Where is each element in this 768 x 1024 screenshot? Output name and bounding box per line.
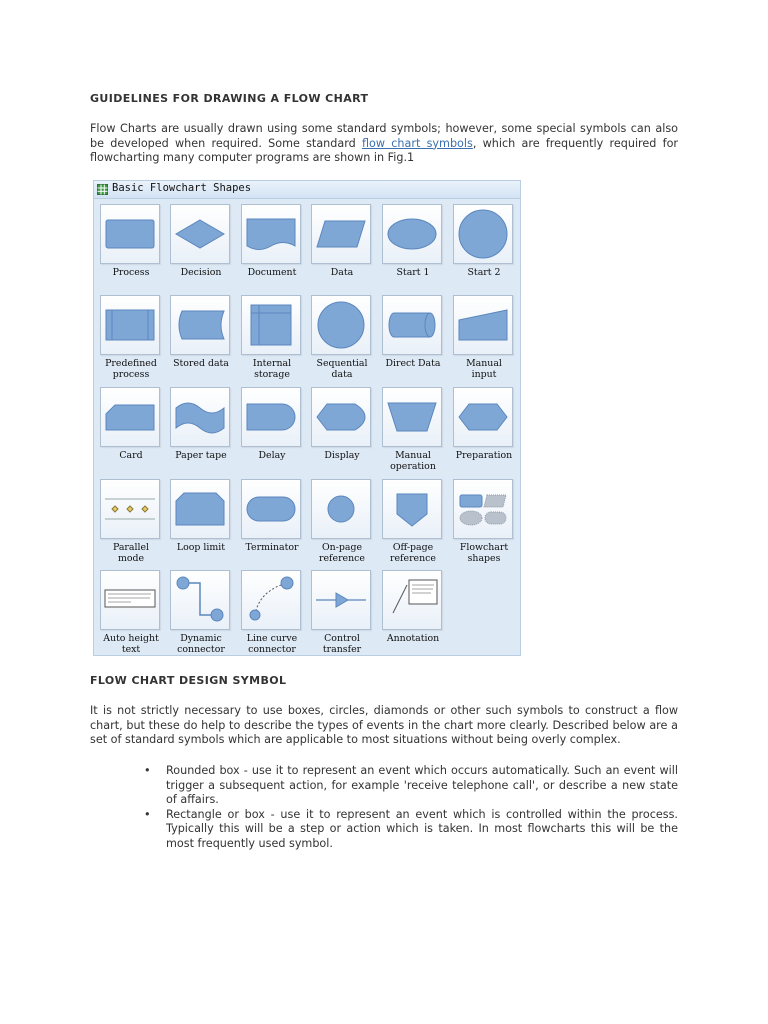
shape-cell[interactable]: [307, 567, 377, 655]
shape-cell[interactable]: [449, 292, 519, 380]
off-page-reference-shape-icon: [383, 480, 441, 538]
parallel-mode-shape-icon: [101, 480, 159, 538]
shape-label: Predefined process: [105, 358, 157, 380]
shape-cell[interactable]: [237, 567, 307, 655]
shape-label: Direct Data: [385, 358, 441, 369]
shape-tile[interactable]: [311, 570, 371, 630]
intro-text-part1: Flow Charts are usually drawn using some standard symbols; however, some special symbols can also be developed when required. Some standard: [90, 122, 678, 150]
shape-cell[interactable]: [166, 476, 236, 564]
shape-tile[interactable]: [100, 204, 160, 264]
figure-title: Basic Flowchart Shapes: [112, 182, 252, 194]
shape-label: Display: [324, 450, 360, 461]
section-heading-design-symbol: FLOW CHART DESIGN SYMBOL: [90, 674, 287, 687]
shape-tile[interactable]: [453, 204, 513, 264]
shape-cell[interactable]: [166, 567, 236, 655]
shape-cell[interactable]: [378, 384, 448, 472]
control-transfer-icon: [312, 571, 370, 629]
shape-label: Stored data: [173, 358, 229, 369]
shape-label: Terminator: [245, 542, 299, 553]
shape-tile[interactable]: [382, 479, 442, 539]
shape-label: Document: [247, 267, 297, 278]
flow-chart-symbols-link[interactable]: flow chart symbols: [361, 136, 473, 150]
shape-cell[interactable]: [96, 567, 166, 655]
shape-cell[interactable]: [237, 384, 307, 472]
start2-shape-icon: [454, 205, 512, 263]
shape-cell[interactable]: [378, 201, 448, 289]
shape-tile[interactable]: [241, 479, 301, 539]
loop-limit-shape-icon: [171, 480, 229, 538]
shape-tile[interactable]: [170, 204, 230, 264]
shape-cell[interactable]: [378, 567, 448, 655]
shape-label: On-page reference: [319, 542, 365, 564]
shape-label: Start 1: [396, 267, 430, 278]
shape-cell[interactable]: [449, 384, 519, 472]
document-shape-icon: [242, 205, 300, 263]
display-shape-icon: [312, 388, 370, 446]
shape-cell[interactable]: [307, 201, 377, 289]
shape-tile[interactable]: [241, 387, 301, 447]
bullet-text: Rounded box - use it to represent an event which occurs automatically. Such an event will trigger a subsequent action, for example 'receive telephone call', or describe a new state of affairs.: [166, 764, 678, 806]
predefined-process-shape-icon: [101, 296, 159, 354]
shape-tile[interactable]: [311, 295, 371, 355]
paper-tape-shape-icon: [171, 388, 229, 446]
shape-cell[interactable]: [449, 201, 519, 289]
delay-shape-icon: [242, 388, 300, 446]
manual-operation-shape-icon: [383, 388, 441, 446]
shape-cell[interactable]: [307, 384, 377, 472]
shape-tile[interactable]: [382, 295, 442, 355]
process-shape-icon: [101, 205, 159, 263]
bullet-item-rectangle: [144, 807, 678, 852]
shape-cell[interactable]: [166, 201, 236, 289]
decision-shape-icon: [171, 205, 229, 263]
manual-input-shape-icon: [454, 296, 512, 354]
figure-title-bar: [94, 181, 520, 199]
design-symbol-paragraph: It is not strictly necessary to use boxes, circles, diamonds or other such symbols to construct a flow chart, but these do help to describe the types of events in the chart more clearly. Described below are a set of standard symbols which are applicable to most situations without being overly complex.: [90, 704, 678, 746]
symbol-bullet-list: [144, 764, 678, 851]
shape-cell[interactable]: [96, 292, 166, 380]
shape-tile[interactable]: [100, 295, 160, 355]
shape-label: Loop limit: [176, 542, 226, 553]
shape-label: Flowchart shapes: [459, 542, 509, 564]
on-page-reference-shape-icon: [312, 480, 370, 538]
shape-label: Auto height text: [103, 633, 159, 655]
section-heading-guidelines: GUIDELINES FOR DRAWING A FLOW CHART: [90, 92, 369, 105]
shape-label: Off-page reference: [390, 542, 436, 564]
shape-label: Line curve connector: [246, 633, 298, 655]
shape-label: Dynamic connector: [177, 633, 225, 655]
shape-cell[interactable]: [237, 201, 307, 289]
shape-cell[interactable]: [307, 476, 377, 564]
shape-label: Paper tape: [175, 450, 227, 461]
shape-tile[interactable]: [170, 479, 230, 539]
shape-label: Data: [330, 267, 354, 278]
shape-tile[interactable]: [170, 570, 230, 630]
intro-text-part2: , which are frequently required for flowcharting many computer programs are shown in Fig.1: [90, 136, 679, 164]
bullet-mark: •: [144, 807, 151, 821]
dynamic-connector-icon: [171, 571, 229, 629]
flowchart-shapes-icon: [454, 480, 512, 538]
shape-label: Decision: [180, 267, 222, 278]
shape-label: Internal storage: [252, 358, 292, 380]
auto-height-text-icon: [101, 571, 159, 629]
shape-tile[interactable]: [311, 387, 371, 447]
shape-tile[interactable]: [453, 295, 513, 355]
direct-data-shape-icon: [383, 296, 441, 354]
preparation-shape-icon: [454, 388, 512, 446]
shape-label: Delay: [258, 450, 286, 461]
shape-label: Annotation: [386, 633, 440, 644]
shape-label: Control transfer: [322, 633, 362, 655]
shape-tile[interactable]: [170, 295, 230, 355]
shape-tile[interactable]: [382, 570, 442, 630]
shape-label: Process: [112, 267, 150, 278]
terminator-shape-icon: [242, 480, 300, 538]
shape-tile[interactable]: [241, 570, 301, 630]
start1-shape-icon: [383, 205, 441, 263]
flowchart-shapes-figure: [93, 180, 521, 656]
shape-tile[interactable]: [100, 387, 160, 447]
shape-tile[interactable]: [453, 479, 513, 539]
shape-cell[interactable]: [449, 476, 519, 564]
shape-label: Start 2: [467, 267, 501, 278]
bullet-text: Rectangle or box - use it to represent an event which is controlled within the process. Typically this will be a step or action which is taken. In most flowcharts this will be the most frequently used symbol.: [166, 807, 678, 850]
data-shape-icon: [312, 205, 370, 263]
shape-tile[interactable]: [100, 570, 160, 630]
shape-cell[interactable]: [307, 292, 377, 380]
shape-cell[interactable]: [378, 292, 448, 380]
sequential-data-shape-icon: [312, 296, 370, 354]
bullet-item-rounded-box: [144, 764, 678, 808]
card-shape-icon: [101, 388, 159, 446]
shape-tile[interactable]: [453, 387, 513, 447]
shape-label: Preparation: [455, 450, 513, 461]
shape-cell[interactable]: [378, 476, 448, 564]
shape-cell[interactable]: [96, 476, 166, 564]
shape-tile[interactable]: [100, 479, 160, 539]
shape-label: Parallel mode: [112, 542, 150, 564]
shape-label: Manual input: [466, 358, 502, 380]
stored-data-shape-icon: [171, 296, 229, 354]
shape-label: Card: [119, 450, 143, 461]
shape-cell[interactable]: [96, 201, 166, 289]
grid-table-icon: [97, 184, 108, 195]
internal-storage-shape-icon: [242, 296, 300, 354]
shape-cell[interactable]: [166, 384, 236, 472]
bullet-mark: •: [144, 764, 151, 777]
shape-tile[interactable]: [241, 295, 301, 355]
shape-tile[interactable]: [311, 204, 371, 264]
shape-cell[interactable]: [166, 292, 236, 380]
intro-paragraph: [90, 122, 678, 166]
shape-tile[interactable]: [241, 204, 301, 264]
shape-tile[interactable]: [170, 387, 230, 447]
shape-cell[interactable]: [237, 292, 307, 380]
shape-tile[interactable]: [311, 479, 371, 539]
shape-tile[interactable]: [382, 204, 442, 264]
shape-cell[interactable]: [96, 384, 166, 472]
annotation-shape-icon: [383, 571, 441, 629]
shape-tile[interactable]: [382, 387, 442, 447]
shape-cell[interactable]: [237, 476, 307, 564]
shape-label: Manual operation: [390, 450, 436, 472]
line-curve-connector-icon: [242, 571, 300, 629]
shape-label: Sequential data: [316, 358, 368, 380]
